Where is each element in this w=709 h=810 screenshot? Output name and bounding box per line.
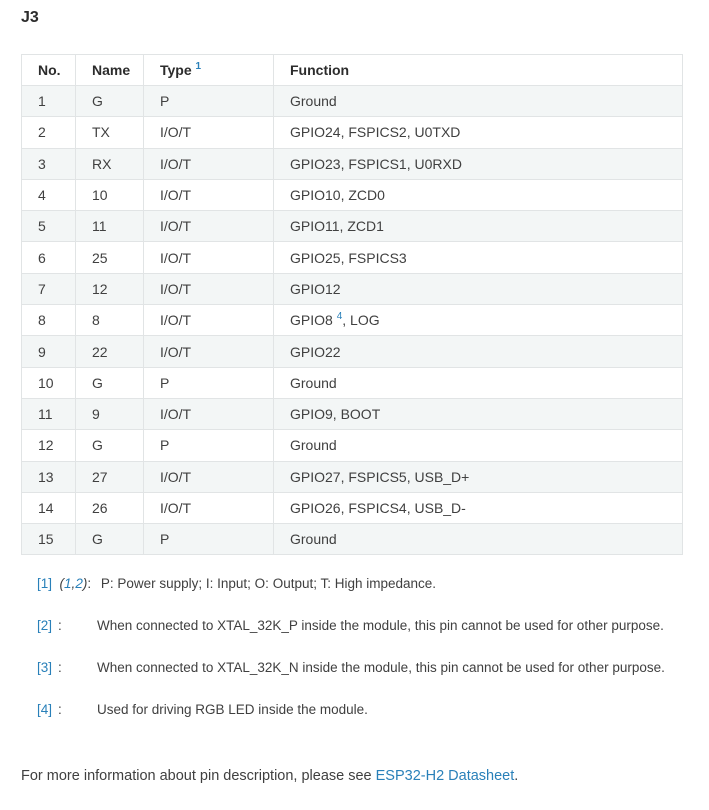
cell-name: TX xyxy=(76,117,144,148)
cell-function xyxy=(274,305,683,336)
cell-type: I/O/T xyxy=(144,461,274,492)
cell-function xyxy=(274,430,683,461)
cell-type: I/O/T xyxy=(144,242,274,273)
cell-function xyxy=(274,398,683,429)
footnote-1: [1] (1,2): P: Power supply; I: Input; O: Output; T: High impedance. xyxy=(37,576,437,591)
header-no: No. xyxy=(22,55,76,86)
cell-no: 15 xyxy=(22,524,76,555)
function-text: Ground xyxy=(290,437,337,454)
section-title: J3 xyxy=(21,9,39,26)
function-text: GPIO22 xyxy=(290,343,341,360)
table-row xyxy=(22,273,683,304)
function-text: GPIO27, FSPICS5, USB_D+ xyxy=(290,468,470,485)
cell-name: G xyxy=(76,524,144,555)
more-info-text: For more information about pin description, please see xyxy=(21,768,376,784)
footnote-colon: : xyxy=(58,618,62,633)
table-row xyxy=(22,492,683,523)
cell-function xyxy=(274,492,683,523)
footnote-label: [2] xyxy=(37,618,53,633)
cell-function xyxy=(274,367,683,398)
table-row xyxy=(22,242,683,273)
cell-type: P xyxy=(144,524,274,555)
function-text: Ground xyxy=(290,531,337,548)
cell-no: 7 xyxy=(22,273,76,304)
cell-no: 14 xyxy=(22,492,76,523)
cell-function xyxy=(274,336,683,367)
cell-no: 6 xyxy=(22,242,76,273)
table-row xyxy=(22,398,683,429)
cell-type: I/O/T xyxy=(144,273,274,304)
cell-type: I/O/T xyxy=(144,336,274,367)
function-text: GPIO10, ZCD0 xyxy=(290,187,385,204)
cell-name: 25 xyxy=(76,242,144,273)
footnote-text: P: Power supply; I: Input; O: Output; T: High impedance. xyxy=(100,576,437,591)
cell-type: I/O/T xyxy=(144,492,274,523)
table-row xyxy=(22,148,683,179)
table-row xyxy=(22,117,683,148)
footnote-4 xyxy=(37,702,368,717)
cell-type: P xyxy=(144,430,274,461)
cell-function xyxy=(274,461,683,492)
function-text: Ground xyxy=(290,374,337,391)
header-type xyxy=(144,55,274,86)
footnote-text: When connected to XTAL_32K_P inside the module, this pin cannot be used for other purpose. xyxy=(97,618,664,633)
table-row xyxy=(22,524,683,555)
cell-name: 11 xyxy=(76,211,144,242)
backref-link-2[interactable]: 2 xyxy=(75,576,83,591)
cell-type: I/O/T xyxy=(144,148,274,179)
cell-type: I/O/T xyxy=(144,179,274,210)
header-type-label: Type xyxy=(160,62,192,78)
cell-name: RX xyxy=(76,148,144,179)
cell-no: 12 xyxy=(22,430,76,461)
cell-name: 26 xyxy=(76,492,144,523)
cell-name: 8 xyxy=(76,305,144,336)
cell-type: P xyxy=(144,367,274,398)
table-row xyxy=(22,305,683,336)
cell-function xyxy=(274,211,683,242)
function-text: GPIO24, FSPICS2, U0TXD xyxy=(290,124,461,141)
footnote-ref-link[interactable]: 4 xyxy=(336,311,343,323)
footnote-label: [3] xyxy=(37,660,53,675)
table-row xyxy=(22,336,683,367)
backref-link-1[interactable]: 1 xyxy=(64,576,72,591)
cell-no: 5 xyxy=(22,211,76,242)
function-text: GPIO25, FSPICS3 xyxy=(290,249,407,266)
cell-name: 22 xyxy=(76,336,144,367)
cell-no: 10 xyxy=(22,367,76,398)
table-row xyxy=(22,461,683,492)
cell-name: G xyxy=(76,367,144,398)
pin-table xyxy=(21,54,683,555)
more-info-paragraph xyxy=(21,768,518,784)
cell-function xyxy=(274,148,683,179)
cell-type: I/O/T xyxy=(144,398,274,429)
table-row xyxy=(22,430,683,461)
cell-no: 3 xyxy=(22,148,76,179)
footnote-colon: : xyxy=(58,702,62,717)
cell-no: 8 xyxy=(22,305,76,336)
footnote-label: [1] xyxy=(37,576,53,591)
footnote-text: Used for driving RGB LED inside the module. xyxy=(97,702,368,717)
cell-function xyxy=(274,273,683,304)
function-text: GPIO9, BOOT xyxy=(290,406,381,423)
footnote-3 xyxy=(37,660,665,675)
cell-name: G xyxy=(76,86,144,117)
table-header-row xyxy=(22,55,683,86)
cell-name: 27 xyxy=(76,461,144,492)
footnote-colon: : xyxy=(58,660,62,675)
cell-function xyxy=(274,179,683,210)
cell-type: I/O/T xyxy=(144,305,274,336)
cell-no: 4 xyxy=(22,179,76,210)
cell-type: P xyxy=(144,86,274,117)
cell-no: 11 xyxy=(22,398,76,429)
footnote-ref-link[interactable]: 1 xyxy=(195,61,202,72)
more-info-suffix: . xyxy=(514,768,519,784)
cell-name: 10 xyxy=(76,179,144,210)
footnote-colon: : xyxy=(87,576,92,591)
function-text: Ground xyxy=(290,93,337,110)
function-text: GPIO12 xyxy=(290,280,341,297)
table-row xyxy=(22,86,683,117)
function-text: GPIO23, FSPICS1, U0RXD xyxy=(290,155,462,172)
cell-no: 9 xyxy=(22,336,76,367)
footnote-2 xyxy=(37,618,664,633)
function-text: GPIO11, ZCD1 xyxy=(290,218,384,235)
footnote-text: When connected to XTAL_32K_N inside the module, this pin cannot be used for other purpose. xyxy=(97,660,665,675)
datasheet-link[interactable]: ESP32-H2 Datasheet xyxy=(375,768,515,784)
header-name: Name xyxy=(76,55,144,86)
cell-no: 1 xyxy=(22,86,76,117)
cell-no: 2 xyxy=(22,117,76,148)
footnote-label: [4] xyxy=(37,702,53,717)
table-row xyxy=(22,367,683,398)
cell-function xyxy=(274,117,683,148)
cell-function xyxy=(274,524,683,555)
cell-type: I/O/T xyxy=(144,117,274,148)
cell-name: 9 xyxy=(76,398,144,429)
cell-function xyxy=(274,86,683,117)
function-text: GPIO8 xyxy=(290,312,333,329)
function-text: GPIO26, FSPICS4, USB_D- xyxy=(290,500,466,516)
table-row xyxy=(22,211,683,242)
cell-no: 13 xyxy=(22,461,76,492)
function-suffix: , LOG xyxy=(342,312,380,329)
cell-type: I/O/T xyxy=(144,211,274,242)
cell-name: 12 xyxy=(76,273,144,304)
table-row xyxy=(22,179,683,210)
cell-function xyxy=(274,242,683,273)
cell-name: G xyxy=(76,430,144,461)
header-function: Function xyxy=(274,55,683,86)
